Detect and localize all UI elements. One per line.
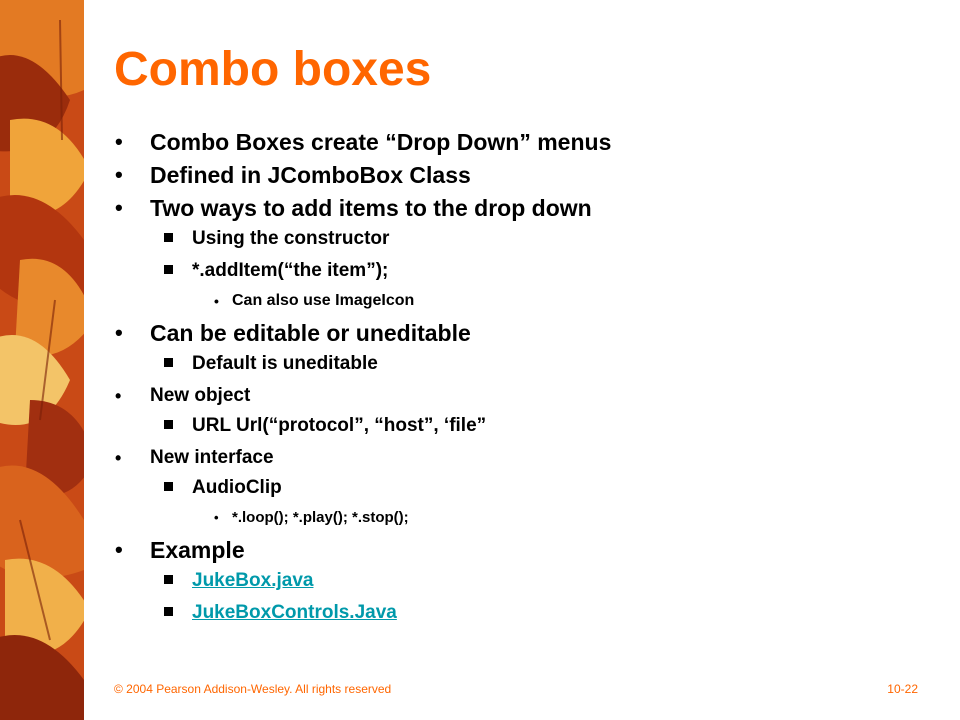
sub-bullet-item [112, 601, 932, 625]
sub-bullet-item [112, 259, 932, 283]
bullet-marker: • [214, 293, 219, 309]
bullet-item [112, 128, 932, 156]
bullet-marker: • [115, 195, 123, 220]
slide-title: Combo boxes [114, 43, 432, 96]
square-bullet-icon [164, 575, 173, 584]
sub-bullet-item [112, 476, 932, 500]
bullet-text: URL Url(“protocol”, “host”, ‘file” [192, 415, 487, 436]
bullet-text: *.loop(); *.play(); *.stop(); [232, 509, 409, 526]
bullet-text: Two ways to add items to the drop down [150, 195, 592, 221]
square-bullet-icon [164, 358, 173, 367]
bullet-text: New interface [150, 447, 274, 468]
footer-copyright: © 2004 Pearson Addison-Wesley. All rights reserved [114, 682, 392, 696]
bullet-marker: • [115, 448, 122, 468]
bullet-text: Can be editable or uneditable [150, 320, 471, 346]
bullet-text: AudioClip [192, 477, 282, 498]
bullet-item [112, 194, 932, 222]
bullet-item [112, 319, 932, 347]
autumn-leaves-decoration [0, 0, 84, 720]
square-bullet-icon [164, 607, 173, 616]
bullet-text: *.addItem(“the item”); [192, 260, 389, 281]
square-bullet-icon [164, 420, 173, 429]
square-bullet-icon [164, 233, 173, 242]
sub-sub-bullet-item [112, 508, 932, 528]
sub-bullet-item [112, 352, 932, 376]
jukebox-controls-java-link[interactable]: JukeBoxControls.Java [192, 602, 397, 623]
sub-bullet-item [112, 227, 932, 251]
square-bullet-icon [164, 265, 173, 274]
sub-bullet-item [112, 569, 932, 593]
bullet-text: Defined in JComboBox Class [150, 162, 471, 188]
sub-sub-bullet-item [112, 291, 932, 311]
jukebox-java-link[interactable]: JukeBox.java [192, 570, 314, 591]
bullet-item [112, 536, 932, 564]
bullet-item [112, 384, 932, 408]
bullet-text: Can also use ImageIcon [232, 292, 415, 309]
bullet-marker: • [115, 162, 123, 187]
slide-number: 10-22 [887, 682, 918, 696]
bullet-marker: • [214, 510, 219, 525]
bullet-text: Default is uneditable [192, 353, 378, 374]
bullet-marker: • [115, 537, 123, 562]
bullet-marker: • [115, 320, 123, 345]
bullet-item [112, 446, 932, 470]
bullet-marker: • [115, 129, 123, 154]
bullet-marker: • [115, 386, 122, 406]
sub-bullet-item [112, 414, 932, 438]
bullet-list [112, 128, 932, 633]
bullet-text: Example [150, 537, 245, 563]
bullet-item [112, 161, 932, 189]
bullet-text: Using the constructor [192, 228, 390, 249]
square-bullet-icon [164, 482, 173, 491]
bullet-text: Combo Boxes create “Drop Down” menus [150, 129, 612, 155]
bullet-text: New object [150, 385, 251, 406]
